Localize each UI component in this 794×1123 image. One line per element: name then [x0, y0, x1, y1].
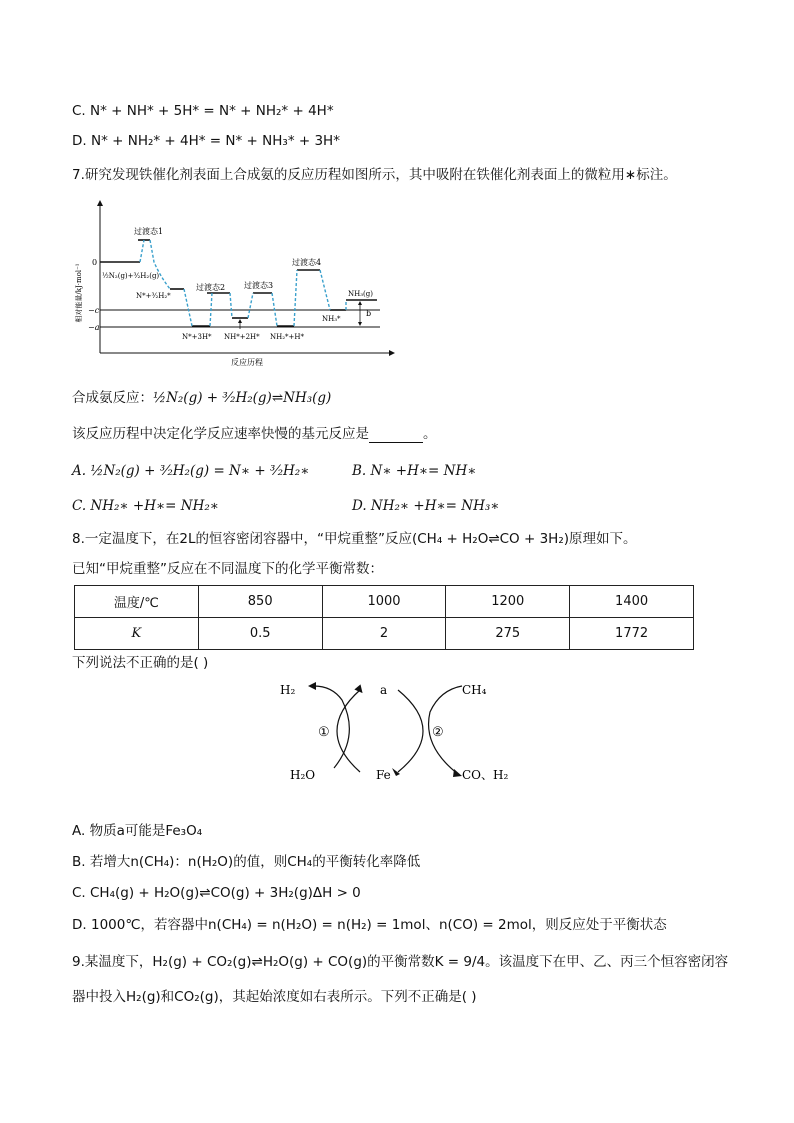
- q9-line1: 9.某温度下，H₂(g) + CO₂(g)⇌H₂O(g) + CO(g)的平衡常数K = 9/4。该温度下在甲、乙、丙三个恒容密闭容: [72, 954, 729, 970]
- q9-line2: 器中投入H₂(g)和CO₂(g)，其起始浓度如右表所示。下列不正确是( ): [72, 989, 477, 1005]
- q8-stem: 8.一定温度下，在2L的恒容密闭容器中，“甲烷重整”反应(CH₄ + H₂O⇌CO + 3H₂)原理如下。: [72, 531, 637, 547]
- table-cell: 1400: [570, 586, 694, 618]
- q8-option-a: A. 物质a可能是Fe₃O₄: [72, 823, 203, 839]
- table-cell: 1000: [322, 586, 446, 618]
- table-cell: 2: [322, 618, 446, 650]
- q8-prompt: 下列说法不正确的是( ): [72, 655, 209, 671]
- y-tick-c: −c: [88, 306, 100, 315]
- cycle-h2-label: H₂: [280, 683, 296, 697]
- equilibrium-constant-table: [74, 585, 694, 650]
- y-tick-zero: 0: [92, 258, 98, 267]
- ts3-label: 过渡态3: [244, 281, 274, 290]
- table-cell: 850: [198, 586, 322, 618]
- cycle-ch4-label: CH₄: [462, 683, 487, 697]
- synthesis-formula: ½N₂(g) + ³⁄₂H₂(g)⇌NH₃(g): [153, 390, 332, 406]
- q7-option-d: D. NH₂∗ +H∗= NH₃∗: [352, 498, 500, 514]
- cycle-a-label: a: [380, 683, 388, 697]
- y-axis-label: 相对能量/kJ·mol⁻¹: [75, 263, 83, 323]
- q6-option-d: D. N* + NH₂* + 4H* = N* + NH₃* + 3H*: [72, 133, 340, 149]
- table-row: [75, 618, 694, 650]
- cycle-h2o-label: H₂O: [290, 768, 316, 782]
- state-n3h-label: N*+3H*: [182, 333, 212, 341]
- table-header-k: K: [75, 618, 199, 650]
- ts2-label: 过渡态2: [196, 283, 226, 292]
- cycle-fe-label: Fe: [376, 768, 391, 782]
- q7-question: [72, 425, 437, 443]
- q6-option-c: C. N* + NH* + 5H* = N* + NH₂* + 4H*: [72, 103, 334, 119]
- q7-option-c: C. NH₂∗ +H∗= NH₂∗: [72, 498, 219, 514]
- cycle-co-h2-label: CO、H₂: [462, 768, 509, 782]
- q8-option-d: D. 1000℃，若容器中n(CH₄) = n(H₂O) = n(H₂) = 1mol、n(CO) = 2mol，则反应处于平衡状态: [72, 917, 667, 933]
- ts1-label: 过渡态1: [134, 227, 164, 236]
- cycle-step1-label: ①: [318, 725, 330, 740]
- synthesis-equation: [72, 389, 331, 407]
- q8-known: 已知“甲烷重整”反应在不同温度下的化学平衡常数：: [72, 561, 383, 577]
- state-adsorbed-label: N*+³⁄₂H₂*: [136, 292, 171, 300]
- answer-blank[interactable]: [369, 430, 423, 443]
- state-nh2h1-label: NH₂*+H*: [270, 333, 305, 341]
- q8-option-c: C. CH₄(g) + H₂O(g)⇌CO(g) + 3H₂(g)ΔH > 0: [72, 885, 361, 901]
- state-nh3-adsorbed-label: NH₃*: [322, 315, 341, 323]
- q7-option-b: B. N∗ +H∗= NH∗: [352, 463, 477, 479]
- table-cell: 275: [446, 618, 570, 650]
- synthesis-label: 合成氨反应：: [72, 390, 153, 406]
- ts4-label: 过渡态4: [292, 258, 322, 267]
- q7-option-a: A. ½N₂(g) + ³⁄₂H₂(g) = N∗ + ³⁄₂H₂∗: [72, 463, 310, 479]
- x-axis-label: 反应历程: [231, 358, 263, 367]
- q7-question-end: 。: [423, 426, 437, 442]
- state-nh3-gas-label: NH₃(g): [348, 290, 373, 298]
- table-header-temperature: 温度/℃: [75, 586, 199, 618]
- y-tick-a: −a: [88, 323, 100, 332]
- cycle-step2-label: ②: [432, 725, 444, 740]
- energy-b-label: b: [366, 309, 372, 318]
- state-reactant-label: ½N₂(g)+³⁄₂H₂(g): [102, 272, 160, 280]
- state-nh2h-label: NH*+2H*: [224, 333, 260, 341]
- table-cell: 1772: [570, 618, 694, 650]
- q7-question-text: 该反应历程中决定化学反应速率快慢的基元反应是: [72, 426, 369, 442]
- q8-option-b: B. 若增大n(CH₄)：n(H₂O)的值，则CH₄的平衡转化率降低: [72, 854, 421, 870]
- q7-stem: 7.研究发现铁催化剂表面上合成氨的反应历程如图所示，其中吸附在铁催化剂表面上的微粒用∗标注。: [72, 167, 677, 183]
- reforming-cycle-diagram: [272, 676, 532, 786]
- table-cell: 1200: [446, 586, 570, 618]
- table-cell: 0.5: [198, 618, 322, 650]
- energy-profile-diagram: [72, 198, 402, 370]
- table-row: [75, 586, 694, 618]
